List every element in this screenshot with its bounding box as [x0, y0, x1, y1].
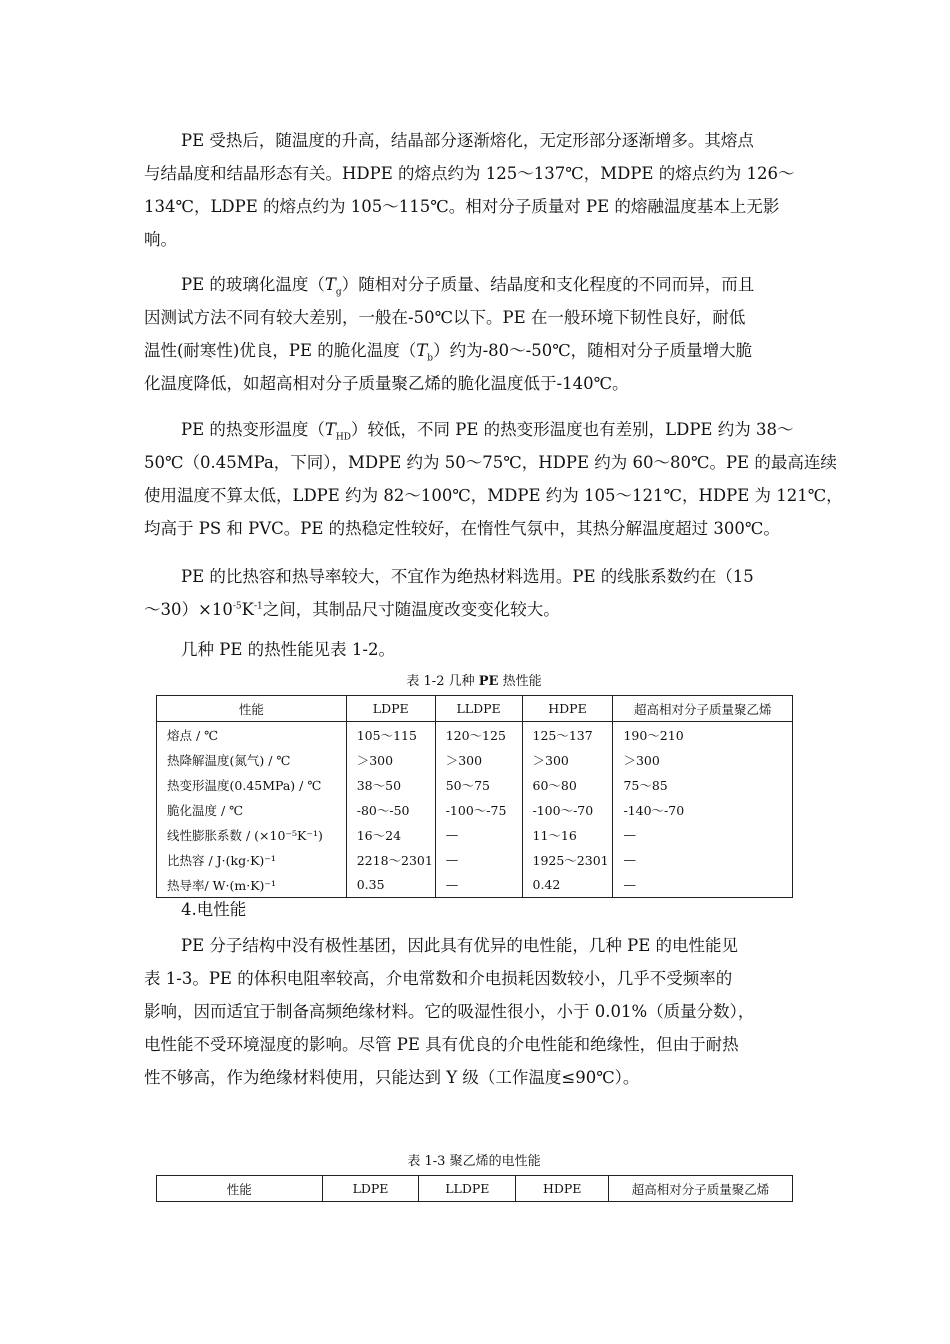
table-row	[157, 747, 793, 772]
table-cell: -140～-70	[613, 797, 793, 822]
table-header-row	[157, 1176, 793, 1202]
section-heading: 4.电性能	[181, 900, 247, 919]
column-header: LDPE	[346, 696, 435, 722]
text-line: 均高于 PS 和 PVC。PE 的热稳定性较好，在惰性气氛中，其热分解温度超过 300℃。	[144, 519, 780, 538]
table-cell: 16～24	[346, 822, 435, 847]
text-line: 温性(耐寒性)优良，PE 的脆化温度$(T_b)$约为-80～-50℃，随相对分子质量增大脆	[144, 341, 753, 364]
table-row	[157, 722, 793, 748]
paragraph-melting-point	[144, 124, 810, 256]
text-line: $\sim 30)\times 10^{-5}K^{-1}$之间，其制品尺寸随温度改变变化较大。	[144, 600, 560, 619]
text-line: 几种 PE 的热性能见表 1-2。	[181, 640, 395, 659]
column-header: HDPE	[516, 1176, 609, 1202]
text-line: PE 的玻璃化温度$(T_g)$随相对分子质量、结晶度和支化程度的不同而异，而且	[181, 275, 755, 298]
table-cell: —	[435, 872, 522, 898]
table-row	[157, 847, 793, 872]
text-line: PE 的比热容和热导率较大，不宜作为绝热材料选用。PE 的线胀系数约在（15	[181, 567, 754, 586]
column-header: 超高相对分子质量聚乙烯	[609, 1176, 793, 1202]
column-header: 超高相对分子质量聚乙烯	[613, 696, 793, 722]
table-header-row	[157, 696, 793, 722]
text-line: 影响，因而适宜于制备高频绝缘材料。它的吸湿性很小，小于 0.01%（质量分数），	[144, 1002, 755, 1021]
paragraph-table-ref	[144, 633, 810, 666]
paragraph-electrical	[144, 929, 810, 1094]
text-line: PE 受热后，随温度的升高，结晶部分逐渐熔化，无定形部分逐渐增多。其熔点	[181, 131, 754, 150]
text-line: 使用温度不算太低，LDPE 约为 82～100℃，MDPE 约为 105～121℃，HDPE 为 121℃，	[144, 486, 843, 505]
paragraph-heat-deflection	[144, 413, 843, 545]
table-cell: —	[435, 822, 522, 847]
table-row	[157, 772, 793, 797]
thermal-properties-table	[156, 695, 793, 898]
table-cell: 60～80	[522, 772, 613, 797]
column-header: LLDPE	[435, 696, 522, 722]
electrical-properties-table	[156, 1175, 793, 1202]
table-cell: ＞300	[435, 747, 522, 772]
table-cell: —	[613, 847, 793, 872]
table-cell: ＞300	[346, 747, 435, 772]
column-header: LDPE	[322, 1176, 419, 1202]
table-cell: ＞300	[522, 747, 613, 772]
text-line: 电性能不受环境湿度的影响。尽管 PE 具有优良的介电性能和绝缘性，但由于耐热	[144, 1035, 739, 1054]
table-cell: -100～-70	[522, 797, 613, 822]
text-line: 响。	[144, 230, 177, 249]
table-cell: —	[613, 872, 793, 898]
table-cell: 热降解温度(氮气) / ℃	[157, 747, 347, 772]
text-line: PE 的热变形温度$(T_{HD})$较低，不同 PE 的热变形温度也有差别，LDPE 约为 38～	[181, 420, 794, 443]
table-cell: 190～210	[613, 722, 793, 748]
table-cell: 38～50	[346, 772, 435, 797]
text-line: 50℃（0.45MPa，下同），MDPE 约为 50～75℃，HDPE 约为 60～80℃。PE 的最高连续	[144, 453, 837, 472]
table-cell: ＞300	[613, 747, 793, 772]
table-cell: 75～85	[613, 772, 793, 797]
table-cell: 0.42	[522, 872, 613, 898]
table-cell: 线性膨胀系数 / (×10⁻⁵K⁻¹)	[157, 822, 347, 847]
text-line: 因测试方法不同有较大差别，一般在-50℃以下。PE 在一般环境下韧性良好，耐低	[144, 308, 746, 327]
table-cell: 热导率/ W·(m·K)⁻¹	[157, 872, 347, 898]
text-line: 表 1-3。PE 的体积电阻率较高，介电常数和介电损耗因数较小，几乎不受频率的	[144, 969, 733, 988]
table-cell: 105～115	[346, 722, 435, 748]
table-row	[157, 872, 793, 898]
table-row	[157, 822, 793, 847]
column-header: 性能	[157, 696, 347, 722]
table-cell: 比热容 / J·(kg·K)⁻¹	[157, 847, 347, 872]
text-line: 134℃，LDPE 的熔点约为 105～115℃。相对分子质量对 PE 的熔融温度基本上无影	[144, 197, 780, 216]
table-cell: 1925～2301	[522, 847, 613, 872]
table-cell: 11～16	[522, 822, 613, 847]
text-line: PE 分子结构中没有极性基团，因此具有优异的电性能，几种 PE 的电性能见	[181, 936, 739, 955]
column-header: LLDPE	[419, 1176, 516, 1202]
paragraph-glass-transition	[144, 268, 810, 400]
table-cell: -80～-50	[346, 797, 435, 822]
table-cell: 50～75	[435, 772, 522, 797]
table-cell: 120～125	[435, 722, 522, 748]
table-caption: 表 1-2 几种 PE 热性能	[406, 674, 542, 689]
table-cell: —	[613, 822, 793, 847]
table-cell: 脆化温度 / ℃	[157, 797, 347, 822]
column-header: 性能	[157, 1176, 323, 1202]
table-cell: —	[435, 847, 522, 872]
table-caption: 表 1-3 聚乙烯的电性能	[407, 1154, 541, 1169]
table-row	[157, 797, 793, 822]
table-cell: 熔点 / ℃	[157, 722, 347, 748]
table-cell: 热变形温度(0.45MPa) / ℃	[157, 772, 347, 797]
text-line: 化温度降低，如超高相对分子质量聚乙烯的脆化温度低于-140℃。	[144, 374, 629, 393]
table-cell: 125～137	[522, 722, 613, 748]
table-cell: -100～-75	[435, 797, 522, 822]
text-line: 与结晶度和结晶形态有关。HDPE 的熔点约为 125～137℃，MDPE 的熔点约为 126～	[144, 164, 795, 183]
column-header: HDPE	[522, 696, 613, 722]
table-cell: 2218～2301	[346, 847, 435, 872]
paragraph-specific-heat	[144, 560, 810, 626]
text-line: 性不够高，作为绝缘材料使用，只能达到 Y 级（工作温度≤90℃）。	[144, 1068, 640, 1087]
table-cell: 0.35	[346, 872, 435, 898]
